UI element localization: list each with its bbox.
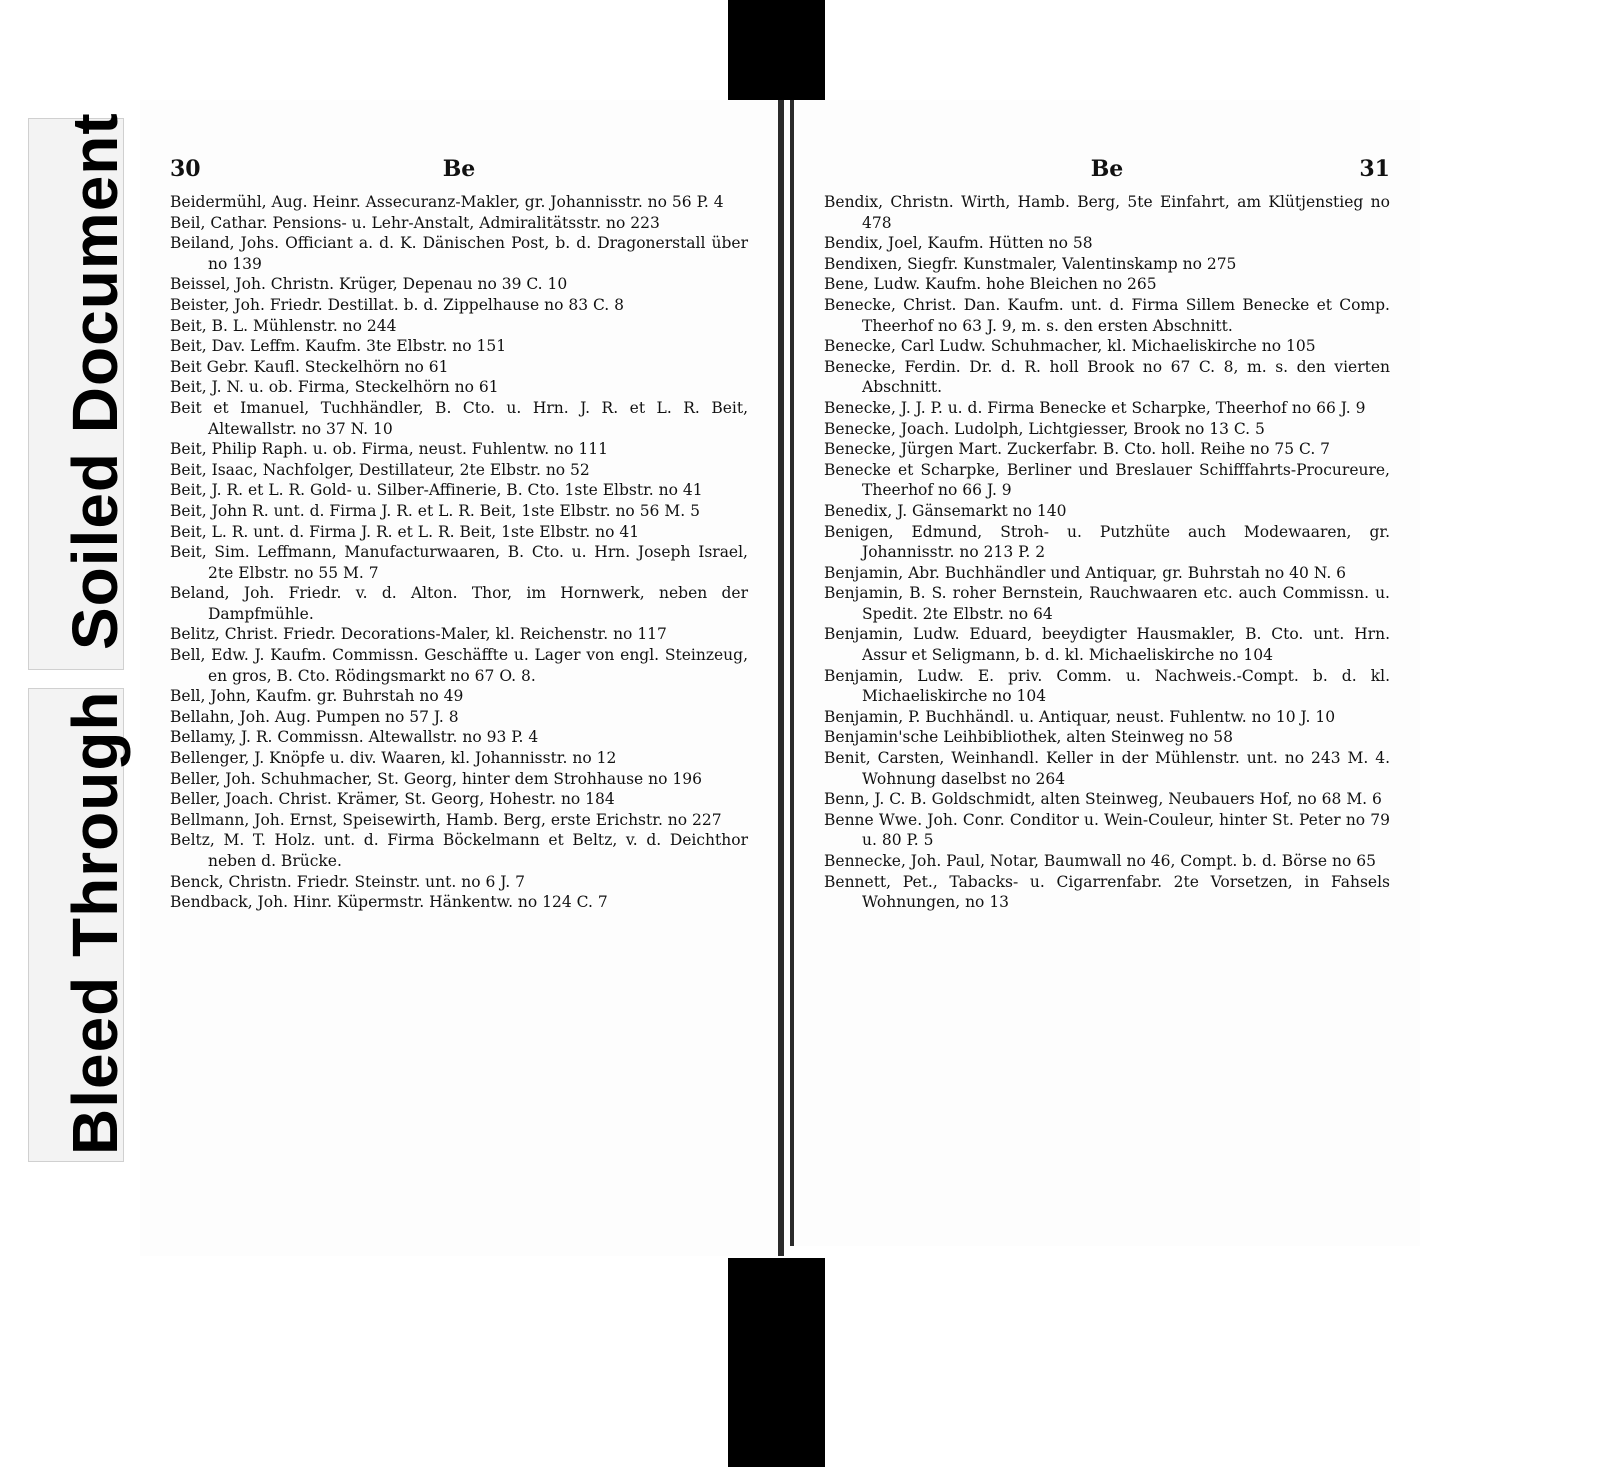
directory-entry: Benecke, Ferdin. Dr. d. R. holl Brook no 67 C. 8, m. s. den vierten Abschnitt. bbox=[824, 357, 1390, 397]
directory-entry: Bellamy, J. R. Commissn. Altewallstr. no 93 P. 4 bbox=[170, 728, 539, 747]
binding-strip-bottom bbox=[728, 1258, 825, 1467]
directory-entry: Beidermühl, Aug. Heinr. Assecuranz-Makler, gr. Johannisstr. no 56 P. 4 bbox=[170, 193, 724, 211]
left-entry-list bbox=[170, 192, 748, 913]
directory-entry: Beiland, Johs. Officiant a. d. K. Dänischen Post, b. d. Dragonerstall über no 139 bbox=[170, 234, 748, 273]
left-page bbox=[140, 100, 784, 1256]
directory-entry: Beit, J. N. u. ob. Firma, Steckelhörn no 61 bbox=[170, 378, 499, 397]
directory-entry: Bennecke, Joh. Paul, Notar, Baumwall no 46, Compt. b. d. Börse no 65 bbox=[824, 852, 1376, 870]
directory-entry: Beit, L. R. unt. d. Firma J. R. et L. R. Beit, 1ste Elbstr. no 41 bbox=[170, 522, 640, 541]
directory-entry: Beller, Joach. Christ. Krämer, St. Georg, Hohestr. no 184 bbox=[170, 790, 615, 809]
directory-entry: Bellahn, Joh. Aug. Pumpen no 57 J. 8 bbox=[170, 707, 459, 726]
directory-entry: Beit, B. L. Mühlenstr. no 244 bbox=[170, 316, 397, 335]
directory-entry: Benn, J. C. B. Goldschmidt, alten Steinweg, Neubauers Hof, no 68 M. 6 bbox=[824, 790, 1382, 809]
directory-entry: Benne Wwe. Joh. Conr. Conditor u. Wein-Couleur, hinter St. Peter no 79 u. 80 P. 5 bbox=[824, 810, 1390, 850]
directory-entry: Benjamin, P. Buchhändl. u. Antiquar, neust. Fuhlentw. no 10 J. 10 bbox=[824, 707, 1336, 726]
binding-strip-top bbox=[728, 0, 825, 100]
directory-entry: Beit, John R. unt. d. Firma J. R. et L. R. Beit, 1ste Elbstr. no 56 M. 5 bbox=[170, 501, 700, 520]
directory-entry: Bendback, Joh. Hinr. Küpermstr. Hänkentw. no 124 C. 7 bbox=[170, 893, 608, 912]
directory-entry: Benecke, Joach. Ludolph, Lichtgiesser, Brook no 13 C. 5 bbox=[824, 419, 1265, 438]
directory-entry: Bendixen, Siegfr. Kunstmaler, Valentinskamp no 275 bbox=[824, 254, 1237, 273]
directory-entry: Bendix, Christn. Wirth, Hamb. Berg, 5te Einfahrt, am Klütjenstieg no 478 bbox=[824, 193, 1390, 232]
directory-entry: Beit Gebr. Kaufl. Steckelhörn no 61 bbox=[170, 357, 449, 376]
right-page-header bbox=[824, 156, 1390, 192]
directory-entry: Bell, John, Kaufm. gr. Buhrstah no 49 bbox=[170, 687, 464, 706]
directory-entry: Benjamin, Ludw. Eduard, beeydigter Hausmakler, B. Cto. unt. Hrn. Assur et Seligmann, b. d. kl. Michaeliskirche no 104 bbox=[824, 625, 1390, 665]
directory-entry: Benecke et Scharpke, Berliner und Breslauer Schifffahrts-Procureure, Theerhof no 66 J. 9 bbox=[824, 460, 1390, 500]
directory-entry: Beit et Imanuel, Tuchhändler, B. Cto. u. Hrn. J. R. et L. R. Beit, Altewallstr. no 37 N. 10 bbox=[170, 398, 748, 438]
directory-entry: Benit, Carsten, Weinhandl. Keller in der Mühlenstr. unt. no 243 M. 4. Wohnung daselbst no 264 bbox=[824, 749, 1390, 788]
left-page-header bbox=[170, 156, 748, 192]
directory-entry: Beit, Dav. Leffm. Kaufm. 3te Elbstr. no 151 bbox=[170, 337, 507, 356]
left-page-number: 30 bbox=[170, 156, 201, 182]
directory-entry: Beil, Cathar. Pensions- u. Lehr-Anstalt, Admiralitätsstr. no 223 bbox=[170, 213, 660, 232]
directory-entry: Benjamin, Abr. Buchhändler und Antiquar, gr. Buhrstah no 40 N. 6 bbox=[824, 563, 1347, 582]
bleed-through-label: Bleed Through bbox=[59, 690, 131, 1155]
directory-entry: Belitz, Christ. Friedr. Decorations-Maler, kl. Reichenstr. no 117 bbox=[170, 625, 667, 644]
directory-entry: Bellmann, Joh. Ernst, Speisewirth, Hamb. Berg, erste Erichstr. no 227 bbox=[170, 810, 722, 829]
directory-entry: Beller, Joh. Schuhmacher, St. Georg, hinter dem Strohhause no 196 bbox=[170, 769, 702, 788]
directory-entry: Bene, Ludw. Kaufm. hohe Bleichen no 265 bbox=[824, 275, 1157, 294]
directory-entry: Beit, Sim. Leffmann, Manufacturwaaren, B. Cto. u. Hrn. Joseph Israel, 2te Elbstr. no 55 M. 7 bbox=[170, 543, 748, 582]
directory-entry: Bennett, Pet., Tabacks- u. Cigarrenfabr. 2te Vorsetzen, in Fahsels Wohnungen, no 13 bbox=[824, 872, 1390, 912]
right-page-title: Be bbox=[1090, 156, 1124, 182]
directory-entry: Beit, J. R. et L. R. Gold- u. Silber-Affinerie, B. Cto. 1ste Elbstr. no 41 bbox=[170, 481, 703, 500]
directory-entry: Beit, Isaac, Nachfolger, Destillateur, 2te Elbstr. no 52 bbox=[170, 460, 590, 479]
right-entry-list bbox=[824, 192, 1390, 913]
right-page bbox=[790, 100, 1420, 1246]
directory-entry: Benecke, Carl Ludw. Schuhmacher, kl. Michaeliskirche no 105 bbox=[824, 337, 1316, 356]
directory-entry: Benecke, Christ. Dan. Kaufm. unt. d. Firma Sillem Benecke et Comp. Theerhof no 63 J. 9, m. s. den ersten Abschnitt. bbox=[824, 295, 1390, 335]
directory-entry: Bellenger, J. Knöpfe u. div. Waaren, kl. Johannisstr. no 12 bbox=[170, 749, 617, 768]
directory-entry: Benecke, J. J. P. u. d. Firma Benecke et Scharpke, Theerhof no 66 J. 9 bbox=[824, 398, 1366, 417]
directory-entry: Beissel, Joh. Christn. Krüger, Depenau no 39 C. 10 bbox=[170, 275, 568, 294]
directory-entry: Benjamin'sche Leihbibliothek, alten Steinweg no 58 bbox=[824, 728, 1234, 747]
directory-entry: Beland, Joh. Friedr. v. d. Alton. Thor, im Hornwerk, neben der Dampfmühle. bbox=[170, 584, 748, 623]
directory-entry: Benecke, Jürgen Mart. Zuckerfabr. B. Cto. holl. Reihe no 75 C. 7 bbox=[824, 440, 1331, 459]
directory-entry: Benedix, J. Gänsemarkt no 140 bbox=[824, 501, 1067, 520]
directory-entry: Beltz, M. T. Holz. unt. d. Firma Böckelmann et Beltz, v. d. Deichthor neben d. Brücke. bbox=[170, 831, 748, 870]
directory-entry: Benjamin, B. S. roher Bernstein, Rauchwaaren etc. auch Commissn. u. Spedit. 2te Elbstr. no 64 bbox=[824, 584, 1390, 623]
directory-entry: Bell, Edw. J. Kaufm. Commissn. Geschäffte u. Lager von engl. Steinzeug, en gros, B. Cto. Rödingsmarkt no 67 O. 8. bbox=[170, 646, 748, 685]
directory-entry: Beister, Joh. Friedr. Destillat. b. d. Zippelhause no 83 C. 8 bbox=[170, 295, 625, 314]
directory-entry: Benck, Christn. Friedr. Steinstr. unt. no 6 J. 7 bbox=[170, 872, 525, 891]
directory-entry: Beit, Philip Raph. u. ob. Firma, neust. Fuhlentw. no 111 bbox=[170, 440, 608, 459]
left-page-title: Be bbox=[442, 156, 476, 182]
directory-entry: Benigen, Edmund, Stroh- u. Putzhüte auch Modewaaren, gr. Johannisstr. no 213 P. 2 bbox=[824, 522, 1390, 562]
soiled-document-label: Soiled Document bbox=[59, 112, 131, 650]
directory-entry: Benjamin, Ludw. E. priv. Comm. u. Nachweis.-Compt. b. d. kl. Michaeliskirche no 104 bbox=[824, 666, 1390, 706]
directory-entry: Bendix, Joel, Kaufm. Hütten no 58 bbox=[824, 234, 1093, 253]
right-page-number: 31 bbox=[1359, 156, 1390, 182]
